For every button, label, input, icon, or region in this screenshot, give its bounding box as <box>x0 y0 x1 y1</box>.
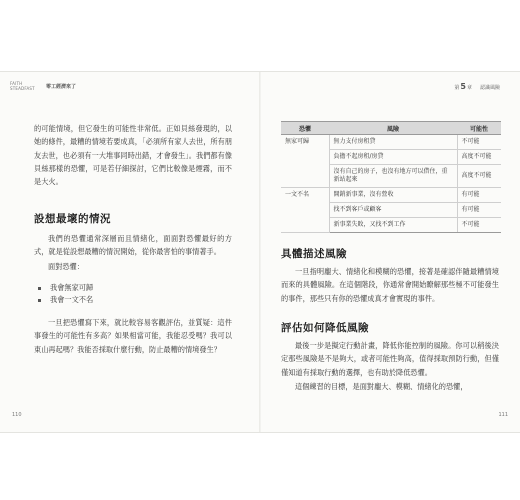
page-number-left: 110 <box>12 412 22 418</box>
left-page <box>0 72 259 432</box>
table-cell-risk: 新事業失敗，又找不到工作 <box>329 218 457 233</box>
table-cell-risk: 找不到客戶或顧客 <box>329 203 457 218</box>
fear-risk-table <box>281 121 501 233</box>
table-cell-likelihood: 高度不可能 <box>457 150 501 165</box>
paragraph-describe-risk: 一旦指明龐大、情緒化和模糊的恐懼，接著是確認伴隨最糟情境而來的具體風險。在這個階段，你通常會開始瞭解那些極不可能發生的事件，那些只有你的恐懼成真才會實現的事件。 <box>281 267 499 303</box>
table-row <box>281 188 501 203</box>
paragraph-reduce-risk: 最後一步是擬定行動計畫，降低你能控制的風險。你可以稍後決定那些風險是不是夠大，或者可能性夠高，值得採取預防行動，但僅僅知道有採取行動的選擇，也有助於降低恐懼。 <box>281 341 499 377</box>
chapter-prefix: 第 <box>454 85 460 91</box>
list-item: 我會無家可歸 <box>38 282 218 294</box>
table-cell-fear: 無家可歸 <box>281 135 329 188</box>
table-header-likelihood: 可能性 <box>457 122 501 135</box>
paragraph-intro: 的可能情境，但它發生的可能性非常低。正如貝絲發現的，以她的條件，最糟的情境若要成真，「必須所有家人去世，所有朋友去世，也必須有一大堆事同時出錯，才會發生」。我們都有像貝絲那樣的恐懼，可是若仔細探討，它們比較像是煙霧，而不是大火。 <box>34 124 232 187</box>
paragraph-face-fear: 面對恐懼： <box>48 262 84 271</box>
table-cell-risk: 沒有自己的房子，也沒有地方可以借住，重新站起來 <box>329 165 457 188</box>
table-cell-likelihood: 有可能 <box>457 188 501 203</box>
running-head-book-title: 零工經濟來了 <box>46 84 77 90</box>
table-cell-risk: 負擔不起房租/房貸 <box>329 150 457 165</box>
right-page <box>261 72 520 432</box>
table-cell-likelihood: 高度不可能 <box>457 165 501 188</box>
table-row <box>281 135 501 150</box>
publisher-brand: FAITH STEADFAST <box>10 81 35 91</box>
section-heading-describe-risk: 具體描述風險 <box>281 248 347 260</box>
list-item: 我會一文不名 <box>38 294 218 306</box>
table-cell-risk: 無力支付房租貸 <box>329 135 457 150</box>
table-cell-risk: 開銷新事業，沒有營收 <box>329 188 457 203</box>
paragraph-worst-case: 我們的恐懼通常深層而且情緒化，面面對恐懼最好的方式，就是從設想最糟的情況開始，從你最害怕的事情著手。 <box>34 234 232 257</box>
paragraph-exercise-goal: 這個練習的目標，是面對龐大、模糊、情緒化的恐懼， <box>295 382 468 391</box>
section-heading-worst-case: 設想最壞的情況 <box>34 213 111 225</box>
chapter-number: 5 <box>460 82 466 91</box>
table-cell-fear: 一文不名 <box>281 188 329 233</box>
running-head-chapter <box>454 82 500 91</box>
chapter-suffix: 章 <box>466 85 472 91</box>
fear-list <box>38 282 218 306</box>
table-header-fear: 恐懼 <box>281 122 329 135</box>
page-number-right: 111 <box>498 412 508 418</box>
chapter-title: 認識風險 <box>479 85 500 91</box>
section-heading-reduce-risk: 評估如何降低風險 <box>281 322 369 334</box>
table-header-risk: 風險 <box>329 122 457 135</box>
table-cell-likelihood: 不可能 <box>457 218 501 233</box>
paragraph-evaluate: 一旦把恐懼寫下來，就比較容易客觀評估，並質疑：這件事發生的可能性有多高？如果相當可能，我能忍受嗎？我可以東山再起嗎？我能否採取什麼行動，防止最糟的情境發生？ <box>34 318 232 354</box>
table-cell-likelihood: 有可能 <box>457 203 501 218</box>
table-cell-likelihood: 不可能 <box>457 135 501 150</box>
